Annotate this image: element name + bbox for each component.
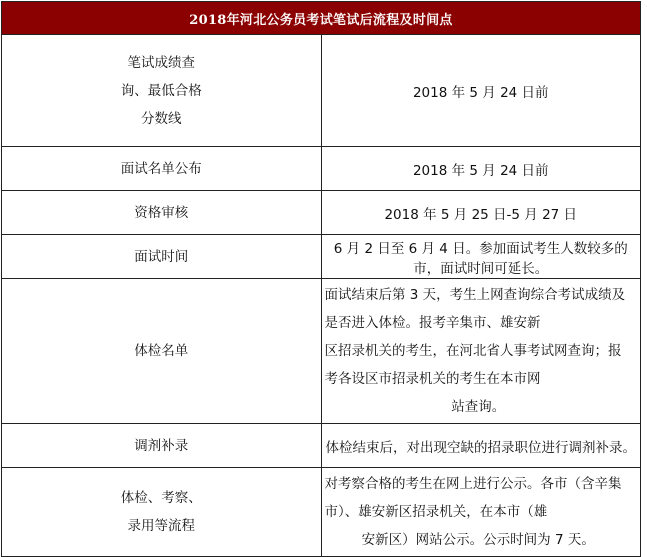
row-label-interview-list: 面试名单公布 [2,147,322,191]
table-row [2,424,641,468]
row-label-adjustment: 调剂补录 [2,424,322,468]
value-line: 面试结束后第 3 天，考生上网查询综合考试成绩及是否进入体检。报考辛集市、雄安新 [324,287,626,331]
schedule-table-container [1,1,641,557]
label-line: 笔试成绩查 [127,54,195,71]
value-line: 区招录机关的考生，在河北省人事考试网查询；报考各设区市招录机关的考生在本市网 [324,343,622,387]
table-row [2,35,641,147]
row-label-physical-exam-list: 体检名单 [2,279,322,424]
row-label-qualification-review: 资格审核 [2,191,322,235]
row-value-hiring-process [321,468,641,557]
row-label-score-query [2,35,322,147]
table-row [2,147,641,191]
row-value-qualification-review: 2018 年 5 月 25 日-5 月 27 日 [321,191,641,235]
label-line: 体检、考察、 [120,490,202,506]
table-row [2,235,641,279]
label-line: 分数线 [141,110,182,127]
value-line: 对考察合格的考生在网上进行公示。各市（含辛集市）、雄安新区招录机关，在本市（雄 [324,476,622,520]
value-line: 安新区）网站公示。公示时间为 7 天。 [361,532,595,548]
row-value-score-query: 2018 年 5 月 24 日前 [321,35,641,147]
row-value-physical-exam-list [321,279,641,424]
row-value-interview-list: 2018 年 5 月 24 日前 [321,147,641,191]
label-line: 询、最低合格 [120,82,202,99]
row-value-adjustment: 体检结束后，对出现空缺的招录职位进行调剂补录。 [321,424,641,468]
title-row [2,2,641,35]
label-line: 录用等流程 [127,518,195,534]
table-row [2,191,641,235]
table-row [2,468,641,557]
table-title: 2018年河北公务员考试笔试后流程及时间点 [2,2,641,35]
value-line: 站查询。 [451,399,506,415]
row-value-interview-time: 6 月 2 日至 6 月 4 日。参加面试考生人数较多的市，面试时间可延长。 [321,235,641,279]
table-row [2,279,641,424]
row-label-interview-time: 面试时间 [2,235,322,279]
row-label-hiring-process [2,468,322,557]
schedule-table [1,1,641,557]
